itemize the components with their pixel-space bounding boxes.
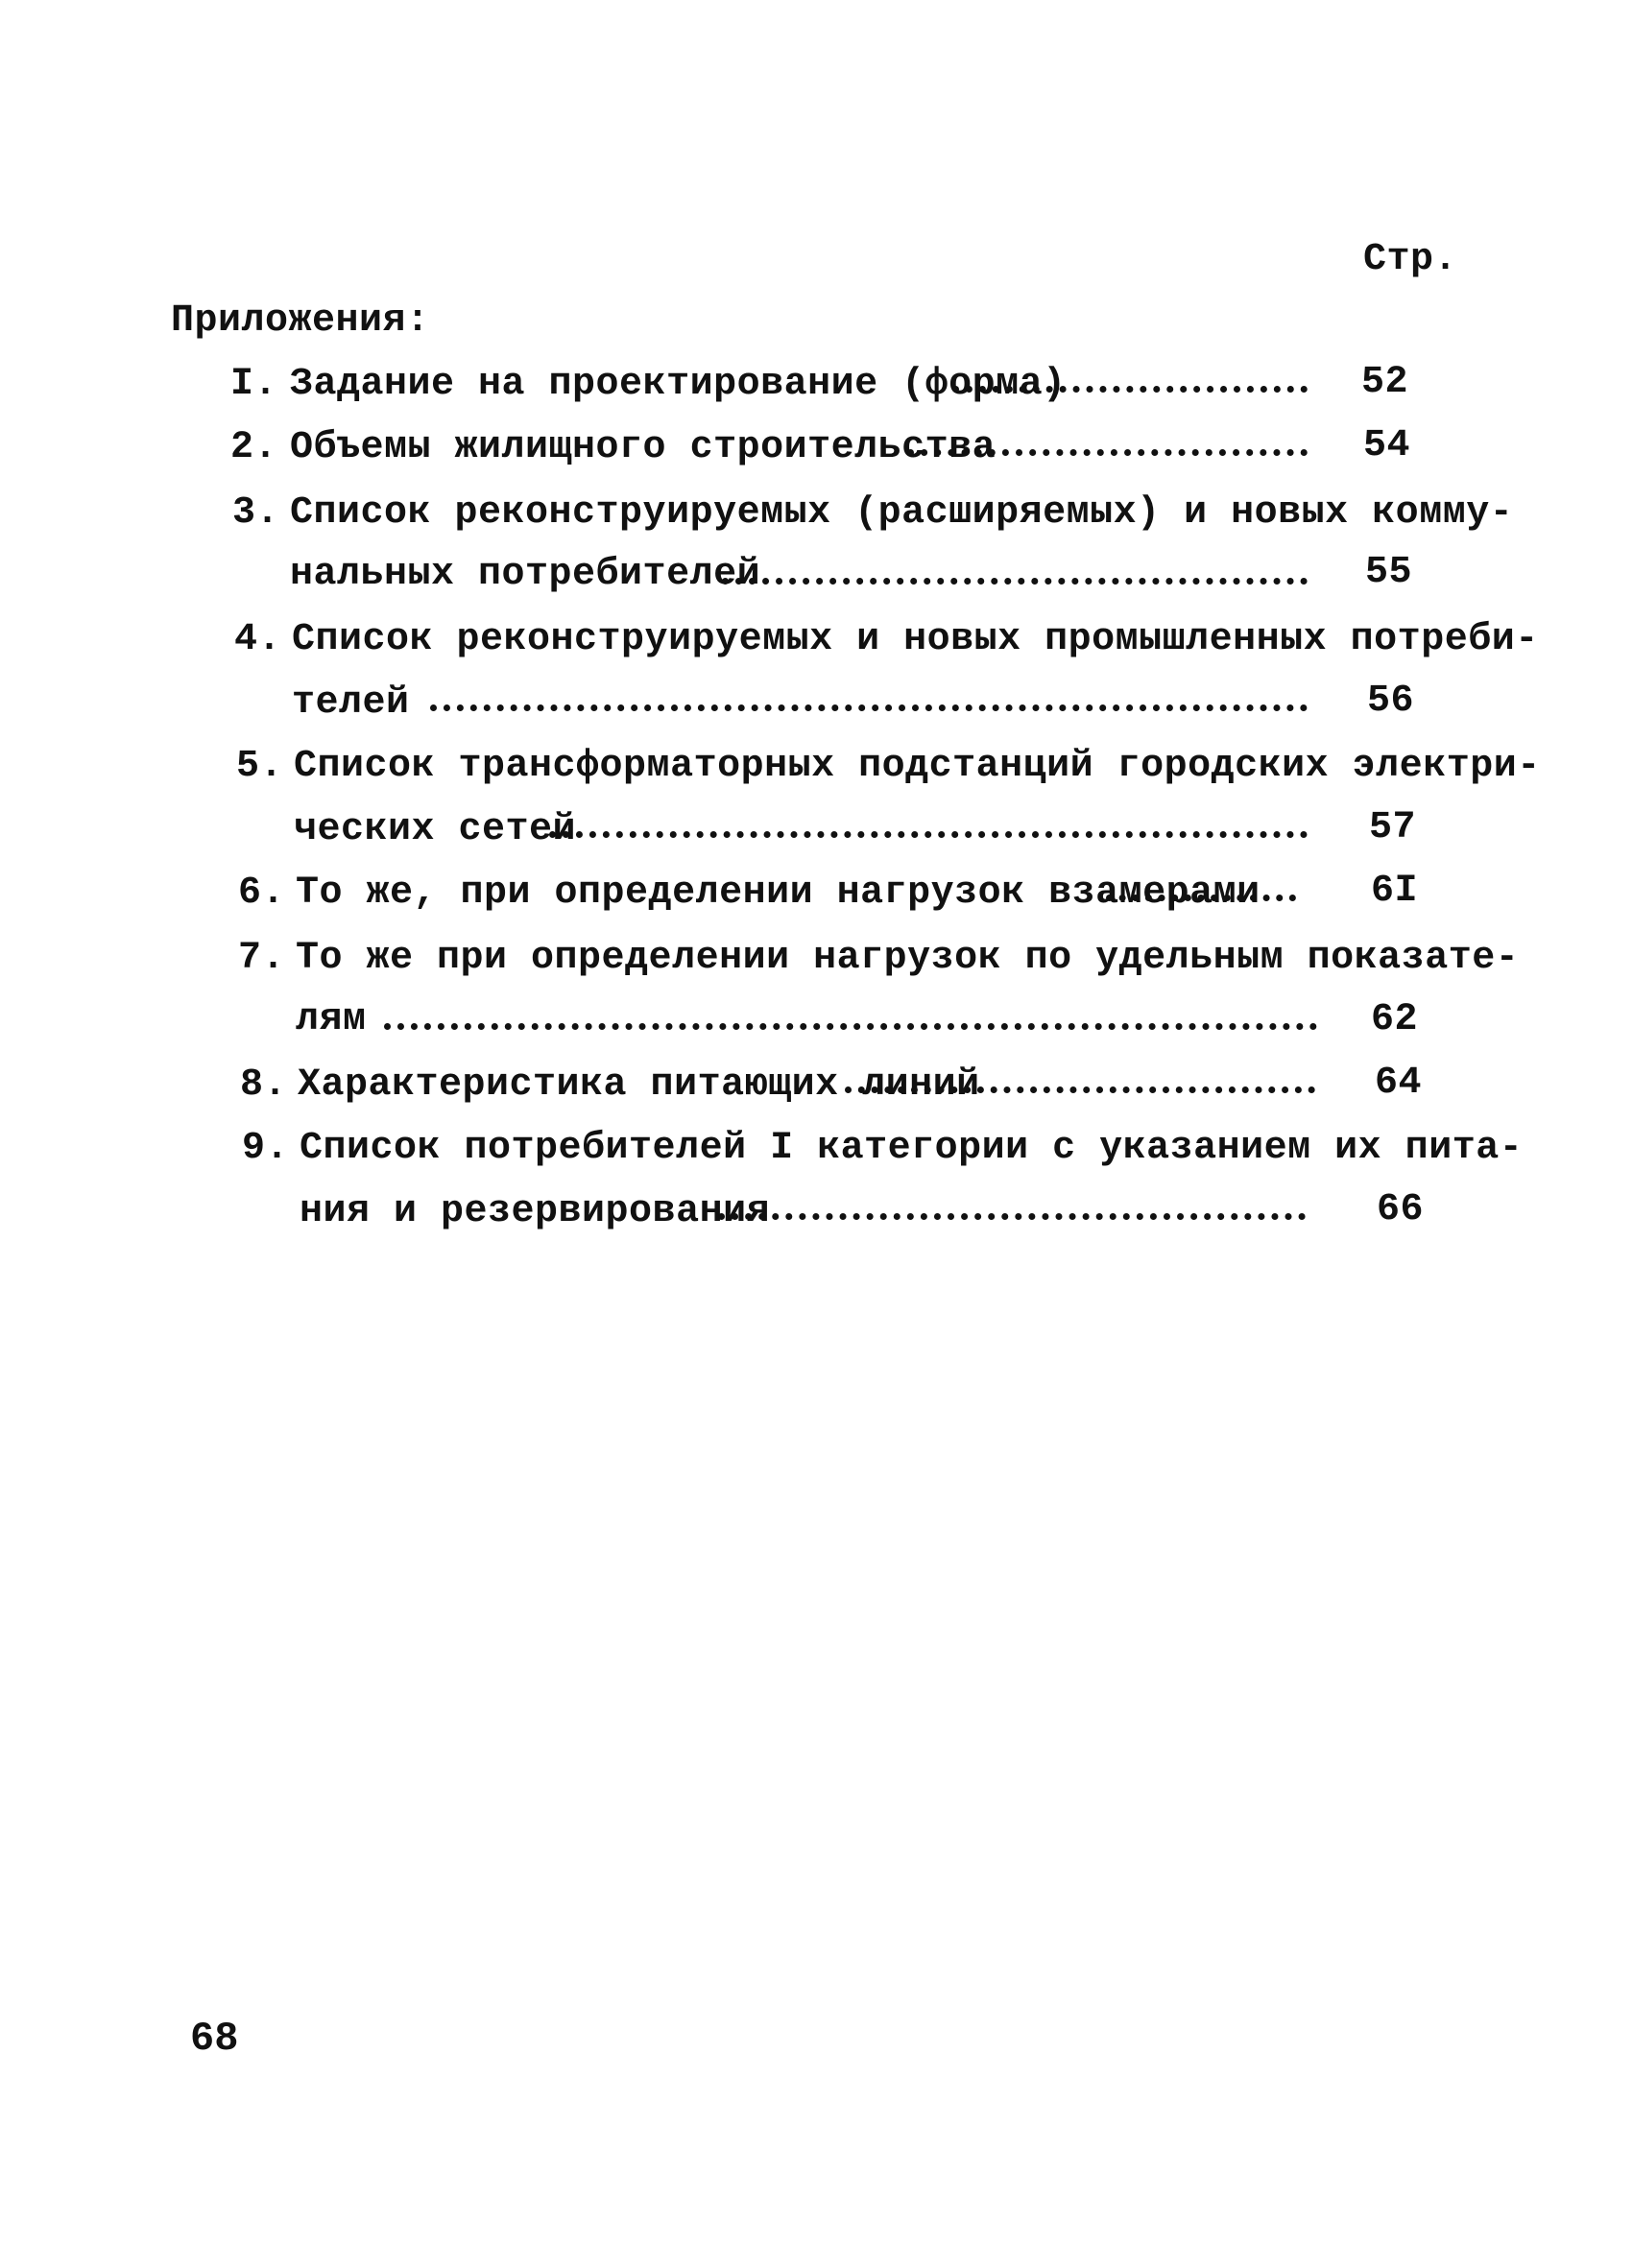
dot-leader <box>952 384 1308 393</box>
entry-title: Список трансформаторных подстанций городских электри- <box>294 745 1541 788</box>
entry-title-continued: телей <box>292 681 410 725</box>
entry-title: Задание на проектирование (форма) <box>290 363 1067 406</box>
dot-leader <box>549 829 1308 838</box>
page-column-label: Стр. <box>1363 238 1458 281</box>
entry-number: 6. <box>238 871 286 915</box>
dot-leader <box>1106 893 1296 901</box>
entry-page: 57 <box>1369 806 1417 849</box>
entry-page: 52 <box>1361 361 1409 404</box>
dot-leader <box>430 703 1308 711</box>
entry-title: То же, при определении нагрузок взамерами <box>296 871 1261 915</box>
entry-number: 2. <box>230 426 278 469</box>
dot-leader <box>845 1085 1315 1093</box>
entry-title-continued: ческих сетей <box>294 808 577 851</box>
entry-number: 5. <box>236 745 284 788</box>
entry-number: 3. <box>232 491 280 535</box>
entry-title: Список реконструируемых (расширяемых) и новых комму- <box>290 491 1514 535</box>
entry-title: Список реконструируемых и новых промышленных потреби- <box>292 618 1539 661</box>
entry-number: 9. <box>242 1127 290 1170</box>
section-title: Приложения: <box>171 299 430 343</box>
dot-leader <box>384 1021 1317 1030</box>
entry-title: То же при определении нагрузок по удельным показате- <box>296 937 1520 980</box>
entry-page: 55 <box>1365 551 1413 594</box>
entry-page: 64 <box>1375 1062 1423 1105</box>
entry-number: 4. <box>234 618 282 661</box>
entry-number: 8. <box>240 1063 288 1107</box>
entry-page: 54 <box>1363 424 1411 467</box>
dot-leader <box>722 576 1308 585</box>
entry-page: 62 <box>1371 998 1419 1041</box>
dot-leader <box>907 447 1308 456</box>
entry-page: 66 <box>1377 1188 1425 1231</box>
entry-title: Список потребителей I категории с указанием их пита- <box>300 1127 1524 1170</box>
entry-number: I. <box>230 363 278 406</box>
entry-title-continued: нальных потребителей <box>290 553 761 596</box>
page-number: 68 <box>190 2016 239 2062</box>
entry-title: Объемы жилищного строительства <box>290 426 997 469</box>
entry-page: 56 <box>1367 680 1415 723</box>
entry-number: 7. <box>238 937 286 980</box>
entry-title: Характеристика питающих линий <box>298 1063 980 1107</box>
dot-leader <box>718 1211 1306 1220</box>
entry-page: 6I <box>1371 870 1419 913</box>
entry-title-continued: ния и резервирования <box>300 1190 771 1233</box>
entry-title-continued: лям <box>296 998 367 1041</box>
